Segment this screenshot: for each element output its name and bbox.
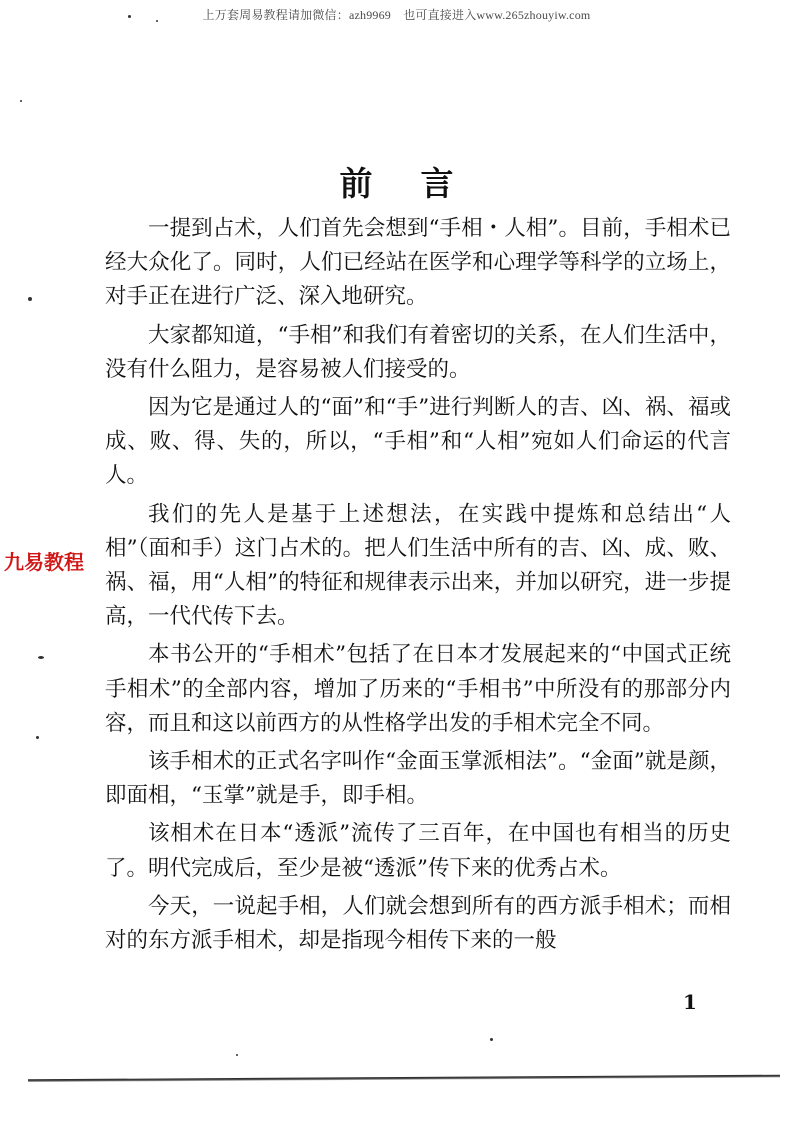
paragraph-8: 今天，一说起手相，人们就会想到所有的西方派手相术；而相对的东方派手相术，却是指现今相传下来的一般: [105, 893, 731, 954]
paragraph-2: 大家都知道，“手相”和我们有着密切的关系，在人们生活中，没有什么阻力，是容易被人们接受的。: [105, 322, 731, 382]
header-notice: 上万套周易教程请加微信：azh9969 也可直接进入www.265zhouyiw.com: [202, 8, 591, 22]
page-title: 前言: [339, 164, 502, 203]
paragraph-3: 因为它是通过人的“面”和“手”进行判断人的吉、凶、祸、福或成、败、得、失的，所以，“手相”和“人相”宛如人们命运的代言人。: [105, 395, 731, 489]
scan-speck: [236, 1054, 238, 1056]
paragraph-1: 一提到占术，人们首先会想到“手相・人相”。目前，手相术已经大众化了。同时，人们已经站在医学和心理学等科学的立场上，对手正在进行广泛、深入地研究。: [105, 216, 731, 310]
scan-speck: [20, 100, 22, 102]
bottom-rule: [28, 1075, 780, 1083]
paragraph-4: 我们的先人是基于上述想法，在实践中提炼和总结出“人相”（面和手）这门占术的。把人们生活中所有的吉、凶、成、败、祸、福，用“人相”的特征和规律表示出来，并加以研究，进一步提高，一代代传下去。: [105, 501, 731, 630]
paragraph-7: 该相术在日本“透派”流传了三百年，在中国也有相当的历史了。明代完成后，至少是被“透派”传下来的优秀占术。: [105, 821, 731, 881]
scan-speck: [156, 20, 158, 22]
scan-speck: [128, 15, 131, 18]
scan-speck: [28, 297, 32, 301]
body-text: [105, 212, 731, 962]
watermark: 九易教程: [4, 550, 84, 574]
scan-speck: [490, 1038, 493, 1041]
page-number: 1: [683, 990, 697, 1014]
paragraph-6: 该手相术的正式名字叫作“金面玉掌派相法”。“金面”就是颜，即面相，“玉掌”就是手，即手相。: [105, 749, 731, 809]
scan-speck: [36, 736, 39, 739]
paragraph-5: 本书公开的“手相术”包括了在日本才发展起来的“中国式正统手相术”的全部内容，增加了历来的“手相书”中所没有的那部分内容，而且和这以前西方的从性格学出发的手相术完全不同。: [105, 642, 731, 736]
scan-speck: [38, 656, 44, 659]
